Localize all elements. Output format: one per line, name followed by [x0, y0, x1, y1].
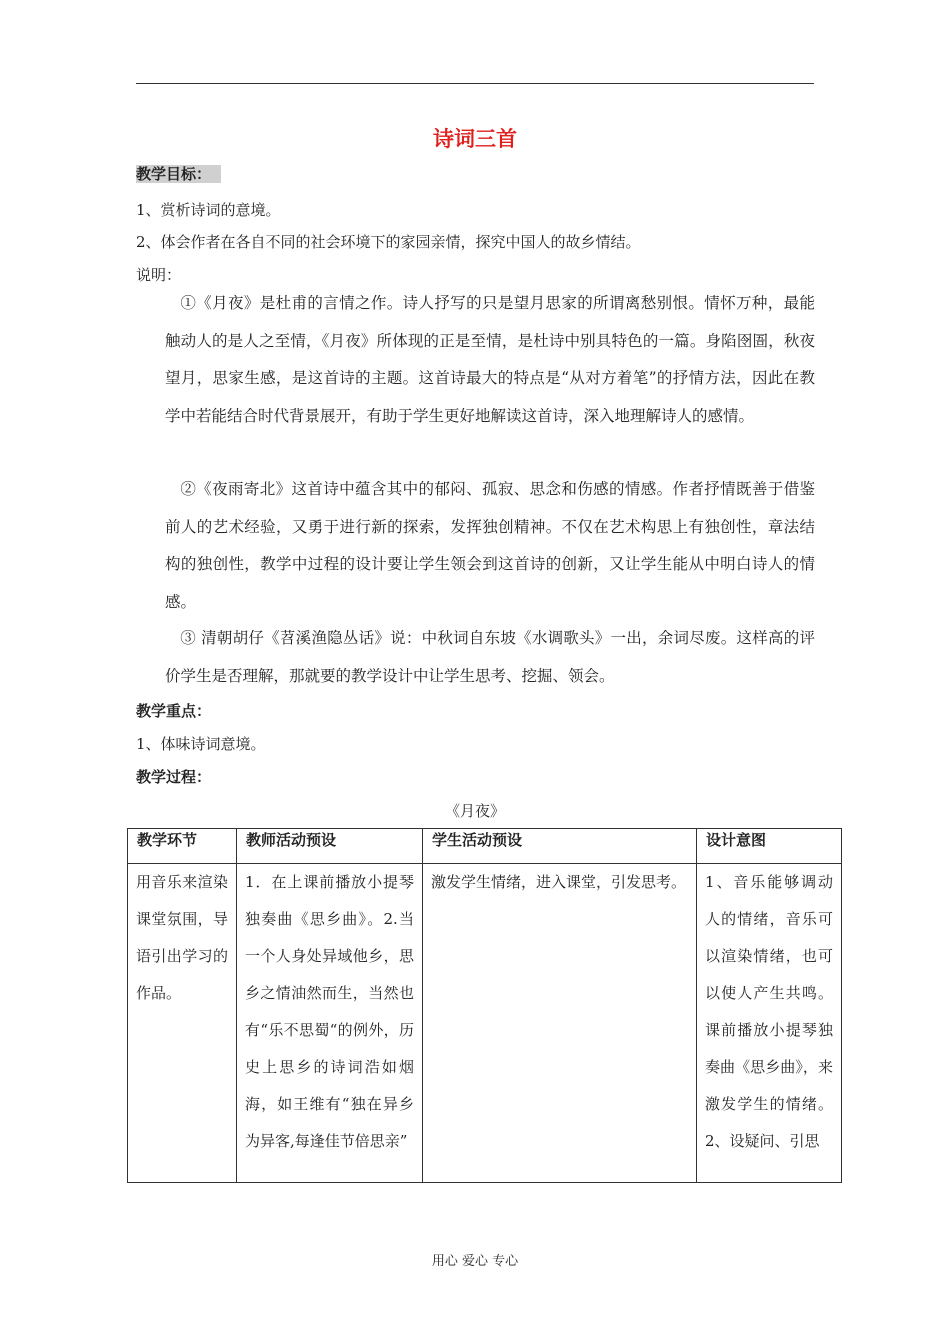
cell-teaching-stage-text: 用音乐来渲染课堂氛围，导语引出学习的作品。: [136, 873, 228, 1002]
cell-teacher-activity: [237, 864, 423, 1183]
objective-item-1: 1、赏析诗词的意境。: [136, 201, 281, 219]
objectives-heading-text: 教学目标：: [136, 165, 221, 183]
cell-teacher-activity-text: 1．在上课前播放小提琴独奏曲《思乡曲》。2.当一个人身处异域他乡，思乡之情油然而生，当然也有“乐不思蜀“的例外，历史上思乡的诗词浩如烟海，如王维有“独在异乡为异客,每逢佳节倍思亲”: [245, 873, 414, 1150]
objective-item-2: 2、体会作者在各自不同的社会环境下的家园亲情，探究中国人的故乡情结。: [136, 233, 641, 251]
cell-student-activity-text: 激发学生情绪，进入课堂，引发思考。: [431, 873, 687, 891]
explanation-paragraph-1-text: ①《月夜》是杜甫的言情之作。诗人抒写的只是望月思家的所谓离愁别恨。情怀万种，最能触动人的是人之至情，《月夜》所体现的正是至情，是杜诗中别具特色的一篇。身陷囹圄，秋夜望月，思家生感，是这首诗的主题。这首诗最大的特点是“从对方着笔”的抒情方法，因此在教学中若能结合时代背景展开，有助于学生更好地解读这首诗，深入地理解诗人的感情。: [165, 294, 815, 425]
page-title: 诗词三首: [433, 127, 517, 151]
header-teacher-activity: 教师活动预设: [237, 829, 423, 864]
explanation-paragraph-3: [165, 620, 815, 695]
explanation-paragraph-3-text: ③ 清朝胡仔《苕溪渔隐丛话》说：中秋词自东坡《水调歌头》一出，余词尽废。这样高的评价学生是否理解，那就要的教学设计中让学生思考、挖掘、领会。: [165, 629, 815, 685]
poem-title: 《月夜》: [444, 802, 505, 820]
key-point-item-1: 1、体味诗词意境。: [136, 735, 266, 753]
header-rule: [136, 83, 814, 84]
header-student-activity: 学生活动预设: [423, 829, 697, 864]
header-teaching-stage: 教学环节: [128, 829, 237, 864]
key-points-heading: 教学重点：: [136, 702, 212, 720]
process-heading: 教学过程：: [136, 768, 212, 786]
cell-teaching-stage: [128, 864, 237, 1183]
header-design-intent: 设计意图: [697, 829, 842, 864]
table-header-row: [128, 829, 842, 864]
objectives-heading: [136, 164, 221, 184]
explanation-paragraph-2: [165, 471, 815, 621]
table-row: [128, 864, 842, 1183]
lesson-plan-table: [127, 828, 842, 1183]
cell-student-activity: [423, 864, 697, 1183]
explanation-label: 说明：: [136, 266, 182, 284]
explanation-paragraph-2-text: ②《夜雨寄北》这首诗中蕴含其中的郁闷、孤寂、思念和伤感的情感。作者抒情既善于借鉴前人的艺术经验，又勇于进行新的探索，发挥独创精神。不仅在艺术构思上有独创性，章法结构的独创性，教学中过程的设计要让学生领会到这首诗的创新，又让学生能从中明白诗人的情感。: [165, 480, 815, 611]
explanation-paragraph-1: [165, 285, 815, 435]
cell-design-intent-text: 1、音乐能够调动人的情绪，音乐可以渲染情绪，也可以使人产生共鸣。课前播放小提琴独奏曲《思乡曲》，来激发学生的情绪。2、设疑问、引思: [705, 873, 833, 1150]
page-footer: 用心 爱心 专心: [431, 1254, 519, 1269]
cell-design-intent: [697, 864, 842, 1183]
